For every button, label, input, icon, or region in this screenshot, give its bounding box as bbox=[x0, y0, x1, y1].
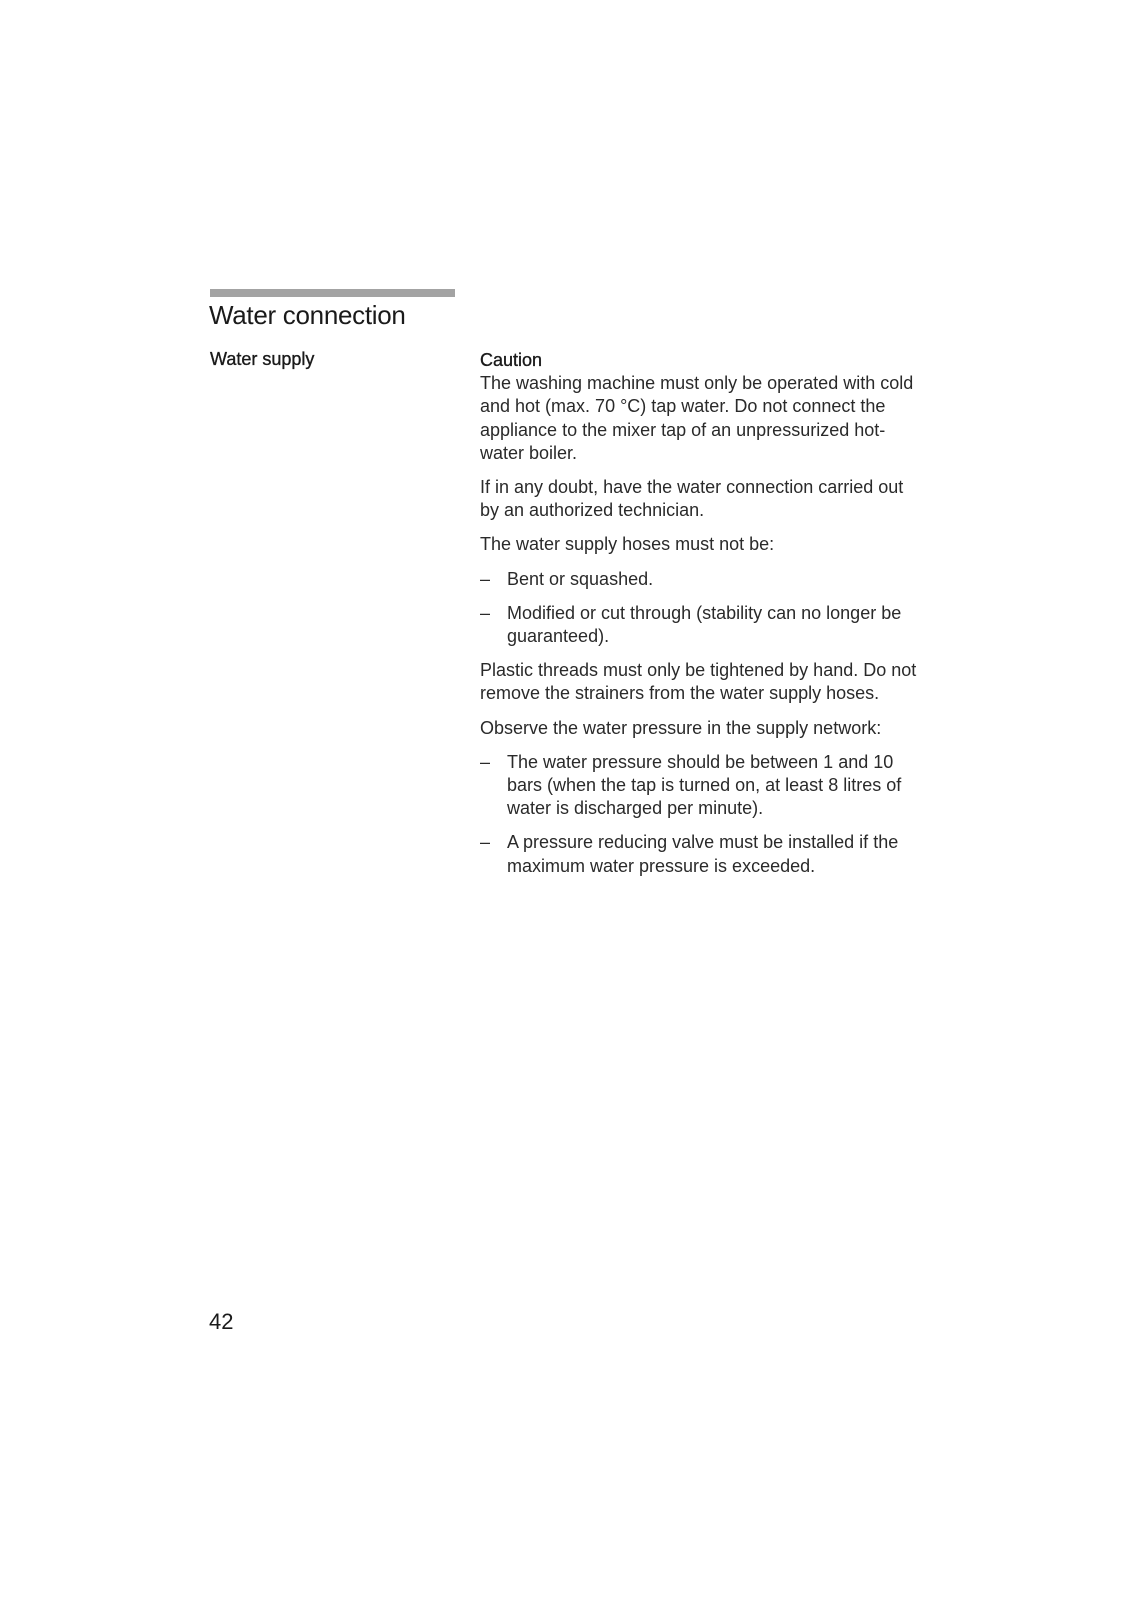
list-item bbox=[480, 751, 920, 821]
list-item-text: The water pressure should be between 1 and 10 bars (when the tap is turned on, at least 8 litres of water is discharged per minute). bbox=[507, 751, 902, 819]
list-item bbox=[480, 568, 920, 591]
plastic-threads-paragraph: Plastic threads must only be tightened by hand. Do not remove the strainers from the water supply hoses. bbox=[480, 660, 917, 704]
list-item bbox=[480, 602, 920, 648]
content-column bbox=[480, 349, 920, 889]
side-label-water-supply: Water supply bbox=[210, 349, 315, 369]
hoses-intro: The water supply hoses must not be: bbox=[480, 534, 775, 555]
caution-text: The washing machine must only be operated with cold and hot (max. 70 °C) tap water. Do not connect the appliance to the mixer tap of an unpressurized hot-water boiler. bbox=[480, 373, 914, 463]
bullet-dash-icon: – bbox=[480, 602, 491, 623]
bullet-dash-icon: – bbox=[480, 751, 491, 772]
pressure-intro: Observe the water pressure in the supply network: bbox=[480, 717, 882, 738]
section-header-rule bbox=[210, 289, 455, 297]
list-item-text: Bent or squashed. bbox=[507, 568, 654, 589]
list-item-text: Modified or cut through (stability can no longer be guaranteed). bbox=[507, 602, 902, 647]
caution-paragraph bbox=[480, 349, 920, 465]
pressure-list bbox=[480, 751, 920, 878]
list-item bbox=[480, 831, 920, 877]
section-title: Water connection bbox=[209, 300, 406, 330]
list-item-text: A pressure reducing valve must be installed if the maximum water pressure is exceeded. bbox=[507, 832, 899, 876]
bullet-dash-icon: – bbox=[480, 832, 491, 853]
caution-heading: Caution bbox=[480, 350, 543, 370]
page-number: 42 bbox=[209, 1309, 234, 1334]
hoses-list bbox=[480, 568, 920, 649]
doubt-paragraph: If in any doubt, have the water connection carried out by an authorized technician. bbox=[480, 477, 904, 521]
bullet-dash-icon: – bbox=[480, 568, 491, 589]
